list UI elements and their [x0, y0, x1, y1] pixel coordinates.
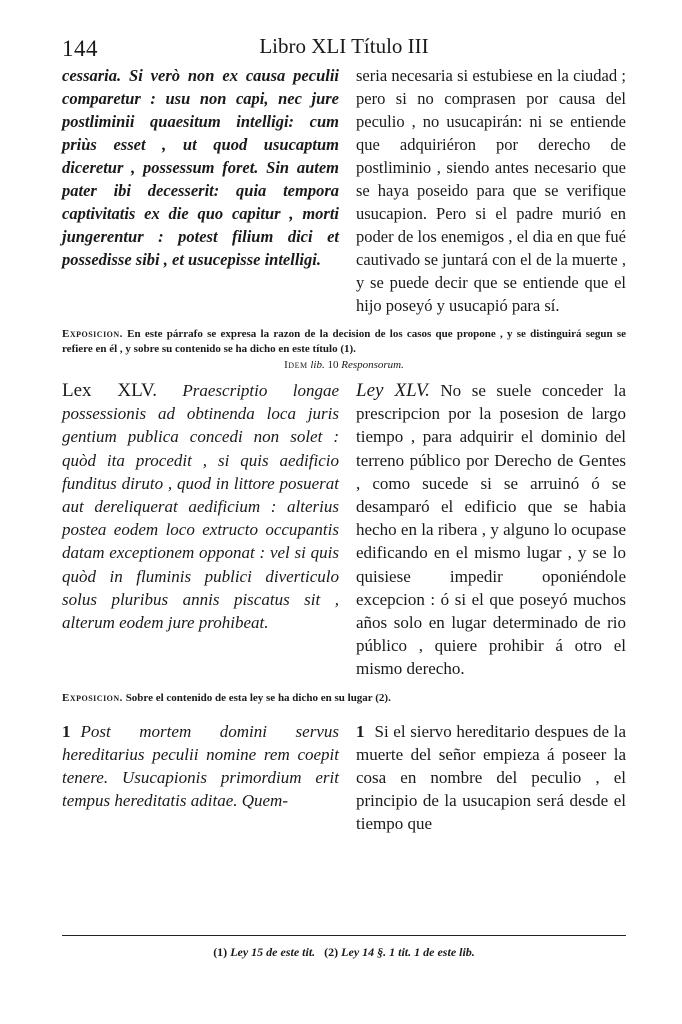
exposicion-note-1: [62, 327, 626, 357]
exposicion-label: Exposicion.: [62, 691, 123, 704]
latin-law-body: Praescriptio longae possessionis ad obtinenda loca juris gentium publica concedi non solet : quòd ita procedit , si quis aedificio funditus diruto , quod in littore posuerat aut dereliquerat aedificium : alterius postea eodem loco extructo occupantis datam exceptionem opponat : vel si quis quòd in fluminis publici diverticulo solus pluribus annis piscatus sit , alterum eodem jure prohibeat.: [62, 381, 339, 633]
footnote-1-rest: de este tit.: [266, 945, 316, 959]
source-citation: [62, 359, 626, 371]
page-number: 144: [62, 36, 98, 61]
latin-paragraph-1: [62, 720, 339, 835]
spanish-paragraph-1: [356, 720, 626, 835]
footnote-2-ley: Ley 14 §. 1: [341, 945, 396, 959]
source-idem: Idem: [284, 359, 308, 371]
page: [62, 30, 626, 990]
footnote-2-rest: de este lib.: [423, 945, 475, 959]
latin-law-heading: Lex XLV.: [62, 380, 158, 401]
spanish-paragraph-body: Si el siervo hereditario despues de la muerte del señor empieza á poseer la cosa en nombre del peculio , el principio de la usucapion será desde el tiempo que: [356, 721, 626, 833]
paragraph-block-2: [62, 379, 626, 681]
latin-text: cessaria. Si verò non ex causa peculii comparetur : usu non capi, nec jure postliminii quaesitum intelligi: cum priùs esset , ut quod usucaptum diceretur , possessum foret. Sin autem pater ibi decesserit: quia tempora captivitatis ex die quo capitur , morti jungerentur : potest filium dici et possedisse sibi , et usucepisse intelligi.: [62, 66, 339, 269]
source-lib: lib.: [310, 359, 325, 371]
footnote-1-ley: Ley 15: [230, 945, 264, 959]
paragraph-block-3: [62, 720, 626, 835]
footnote-2-mark: (2): [324, 945, 339, 959]
source-number: 10: [327, 359, 339, 371]
exposicion-text: Sobre el contenido de esta ley se ha dicho en su lugar (2).: [125, 691, 391, 704]
source-work: Responsorum.: [341, 359, 404, 371]
spanish-law-body: No se suele conceder la prescripcion por la posesion de largo tiempo , para adquirir el dominio del terreno público por Derecho de Gentes , como sucede si se arruinó ó se desamparó el edificio que se habia hecho en la ribera , y alguno lo ocupase edificando en el mismo lugar , y se lo quisiese impedir oponiéndole excepcion : ó si el que poseyó muchos años solo en lugar determinado de rio público , quiere prohibir á otro el mismo derecho.: [356, 381, 627, 679]
footnote-1-mark: (1): [213, 945, 228, 959]
running-title: Libro XLI Título III: [259, 34, 429, 58]
exposicion-text: En este párrafo se expresa la razon de la decision de los casos que propone , y se distinguirá segun se refiere en él , y sobre su contenido se ha dicho en este título (1).: [62, 328, 627, 355]
footnote-2-tit: tit. 1: [398, 945, 421, 959]
exposicion-label: Exposicion.: [62, 328, 123, 340]
footnotes: [62, 945, 626, 960]
exposicion-note-2: [62, 691, 626, 706]
latin-law-text: [62, 379, 339, 681]
spanish-law-heading: Ley XLV.: [356, 380, 430, 401]
paragraph-number: 1: [356, 721, 365, 741]
footnote-divider: [62, 935, 626, 936]
paragraph-number: 1: [62, 721, 71, 741]
spanish-law-text: [356, 379, 626, 681]
page-header: [62, 30, 626, 64]
paragraph-block-1: [62, 64, 626, 317]
latin-paragraph-body: Post mortem domini servus hereditarius peculii nomine rem coepit tenere. Usucapionis primordium erit tempus hereditatis aditae. Quem-: [62, 721, 339, 810]
spanish-text: seria necesaria si estubiese en la ciudad ; pero si no comprasen por causa del peculio , no usucapirán: ni se entiende que adquiriéron por derecho de postliminio , siendo antes necesario que se haya poseido para que se verifique usucapion. Pero si el padre murió en poder de los enemigos , el dia en que fué cautivado se juntará con el de la muerte , y se puede decir que se entiende que el hijo poseyó y usucapió para sí.: [356, 66, 626, 315]
